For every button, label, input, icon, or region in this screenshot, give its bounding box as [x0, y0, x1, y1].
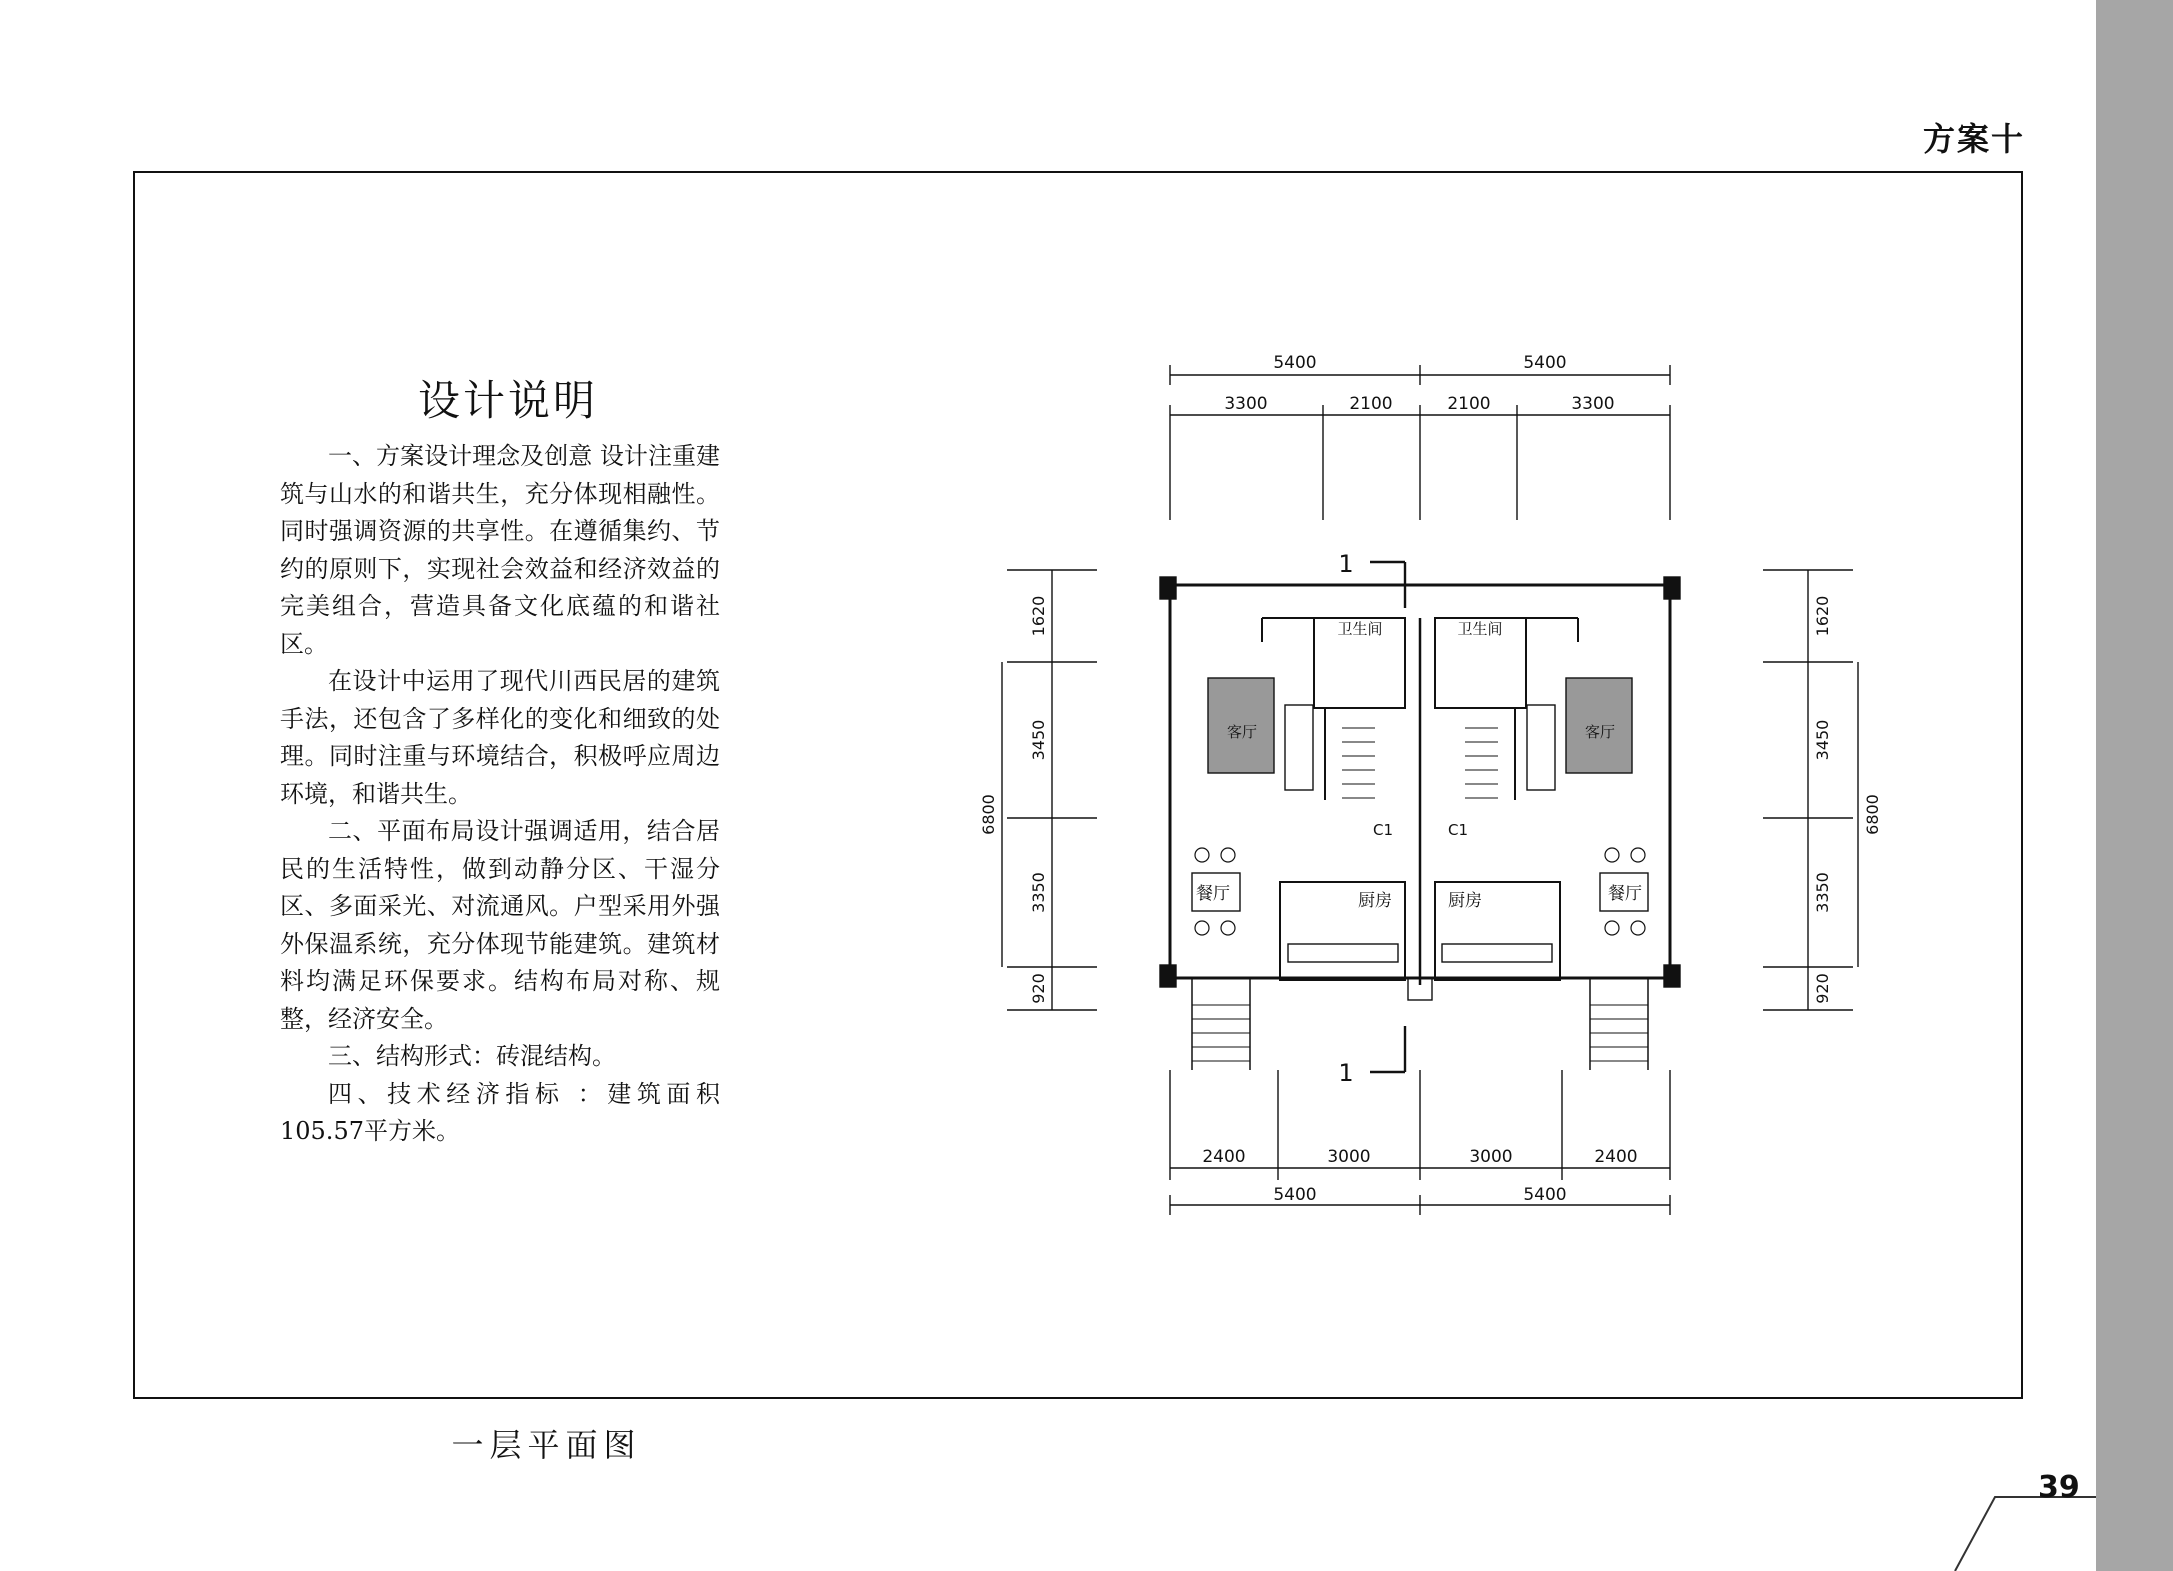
- dimension-label: 3450: [1813, 719, 1832, 761]
- tv-cabinet: [1527, 705, 1555, 790]
- dimension-label: 3000: [1469, 1147, 1513, 1167]
- dimension-label: 3000: [1327, 1147, 1371, 1167]
- dining-chair: [1221, 921, 1235, 935]
- dining-chair: [1605, 921, 1619, 935]
- room-label-living: 客厅: [1584, 723, 1616, 741]
- dimension-label: 2100: [1447, 394, 1491, 414]
- wall-column: [1160, 965, 1176, 987]
- dimension-label: 2400: [1594, 1147, 1638, 1167]
- wall-column: [1664, 577, 1680, 599]
- room-label-dining: 餐厅: [1196, 884, 1230, 904]
- notes-paragraph: 二、平面布局设计强调适用，结合居民的生活特性，做到动静分区、干湿分区、多面采光、对流通风。户型采用外强外保温系统，充分体现节能建筑。建筑材料均满足环保要求。结构布局对称、规整，经济安全。: [280, 817, 720, 1033]
- dining-chair: [1631, 921, 1645, 935]
- dimension-label: 3300: [1571, 394, 1615, 414]
- dining-chair: [1195, 921, 1209, 935]
- dimension-label: 3350: [1029, 872, 1048, 913]
- dining-chair: [1221, 848, 1235, 862]
- kitchen-counter: [1288, 944, 1398, 962]
- room-label-bathroom: 卫生间: [1337, 620, 1383, 638]
- notes-paragraph: 在设计中运用了现代川西民居的建筑手法，还包含了多样化的变化和细致的处理。同时注重与环境结合，积极呼应周边环境，和谐共生。: [280, 667, 720, 808]
- dimension-label: 6800: [1863, 794, 1882, 835]
- page-number: 39: [2038, 1470, 2080, 1505]
- dining-chair: [1195, 848, 1209, 862]
- room-label-kitchen: 厨房: [1358, 891, 1392, 911]
- dimension-label: 920: [1813, 973, 1832, 1004]
- notes-paragraph: 一、方案设计理念及创意 设计注重建筑与山水的和谐共生，充分体现相融性。同时强调资源的共享性。在遵循集约、节约的原则下，实现社会效益和经济效益的完美组合，营造具备文化底蕴的和谐社区。: [280, 442, 720, 658]
- dimension-label: 920: [1029, 973, 1048, 1004]
- dimension-label: 5400: [1523, 353, 1567, 373]
- wall-column: [1664, 965, 1680, 987]
- dimension-label: 5400: [1273, 1185, 1317, 1205]
- notes-title: 设计说明: [418, 376, 599, 425]
- room-label-bathroom: 卫生间: [1457, 620, 1503, 638]
- dimension-label: 2100: [1349, 394, 1393, 414]
- wall-column: [1160, 577, 1176, 599]
- notes-paragraph: 三、结构形式：砖混结构。: [328, 1042, 616, 1070]
- scheme-label: 方案十: [1922, 120, 2025, 158]
- dimension-label: 3350: [1813, 872, 1832, 913]
- dimension-label: 5400: [1523, 1185, 1567, 1205]
- dimension-label: 2400: [1202, 1147, 1246, 1167]
- room-label-kitchen: 厨房: [1448, 891, 1482, 911]
- dimension-label: 1620: [1813, 595, 1832, 637]
- dimension-label: 1620: [1029, 595, 1048, 637]
- section-mark: 1: [1338, 1059, 1354, 1087]
- window-label: C1: [1372, 821, 1394, 839]
- window-label: C1: [1447, 821, 1469, 839]
- tv-cabinet: [1285, 705, 1313, 790]
- dining-chair: [1631, 848, 1645, 862]
- dimension-label: 3300: [1224, 394, 1268, 414]
- dimension-label: 6800: [979, 794, 998, 835]
- room-label-living: 客厅: [1226, 723, 1258, 741]
- notes-paragraph: 四、技术经济指标 ：建筑面积105.57平方米。: [280, 1079, 720, 1145]
- dimension-label: 3450: [1029, 719, 1048, 761]
- floor-plan-drawing: [980, 350, 1880, 1240]
- side-gray-band: [2096, 0, 2173, 1571]
- drawing-caption: 一层平面图: [451, 1426, 642, 1464]
- dimension-label: 5400: [1273, 353, 1317, 373]
- room-label-dining: 餐厅: [1608, 884, 1642, 904]
- design-notes: [280, 438, 720, 1151]
- kitchen-counter: [1442, 944, 1552, 962]
- section-mark: 1: [1338, 550, 1354, 578]
- dining-chair: [1605, 848, 1619, 862]
- page-corner-line: [1955, 1495, 2096, 1571]
